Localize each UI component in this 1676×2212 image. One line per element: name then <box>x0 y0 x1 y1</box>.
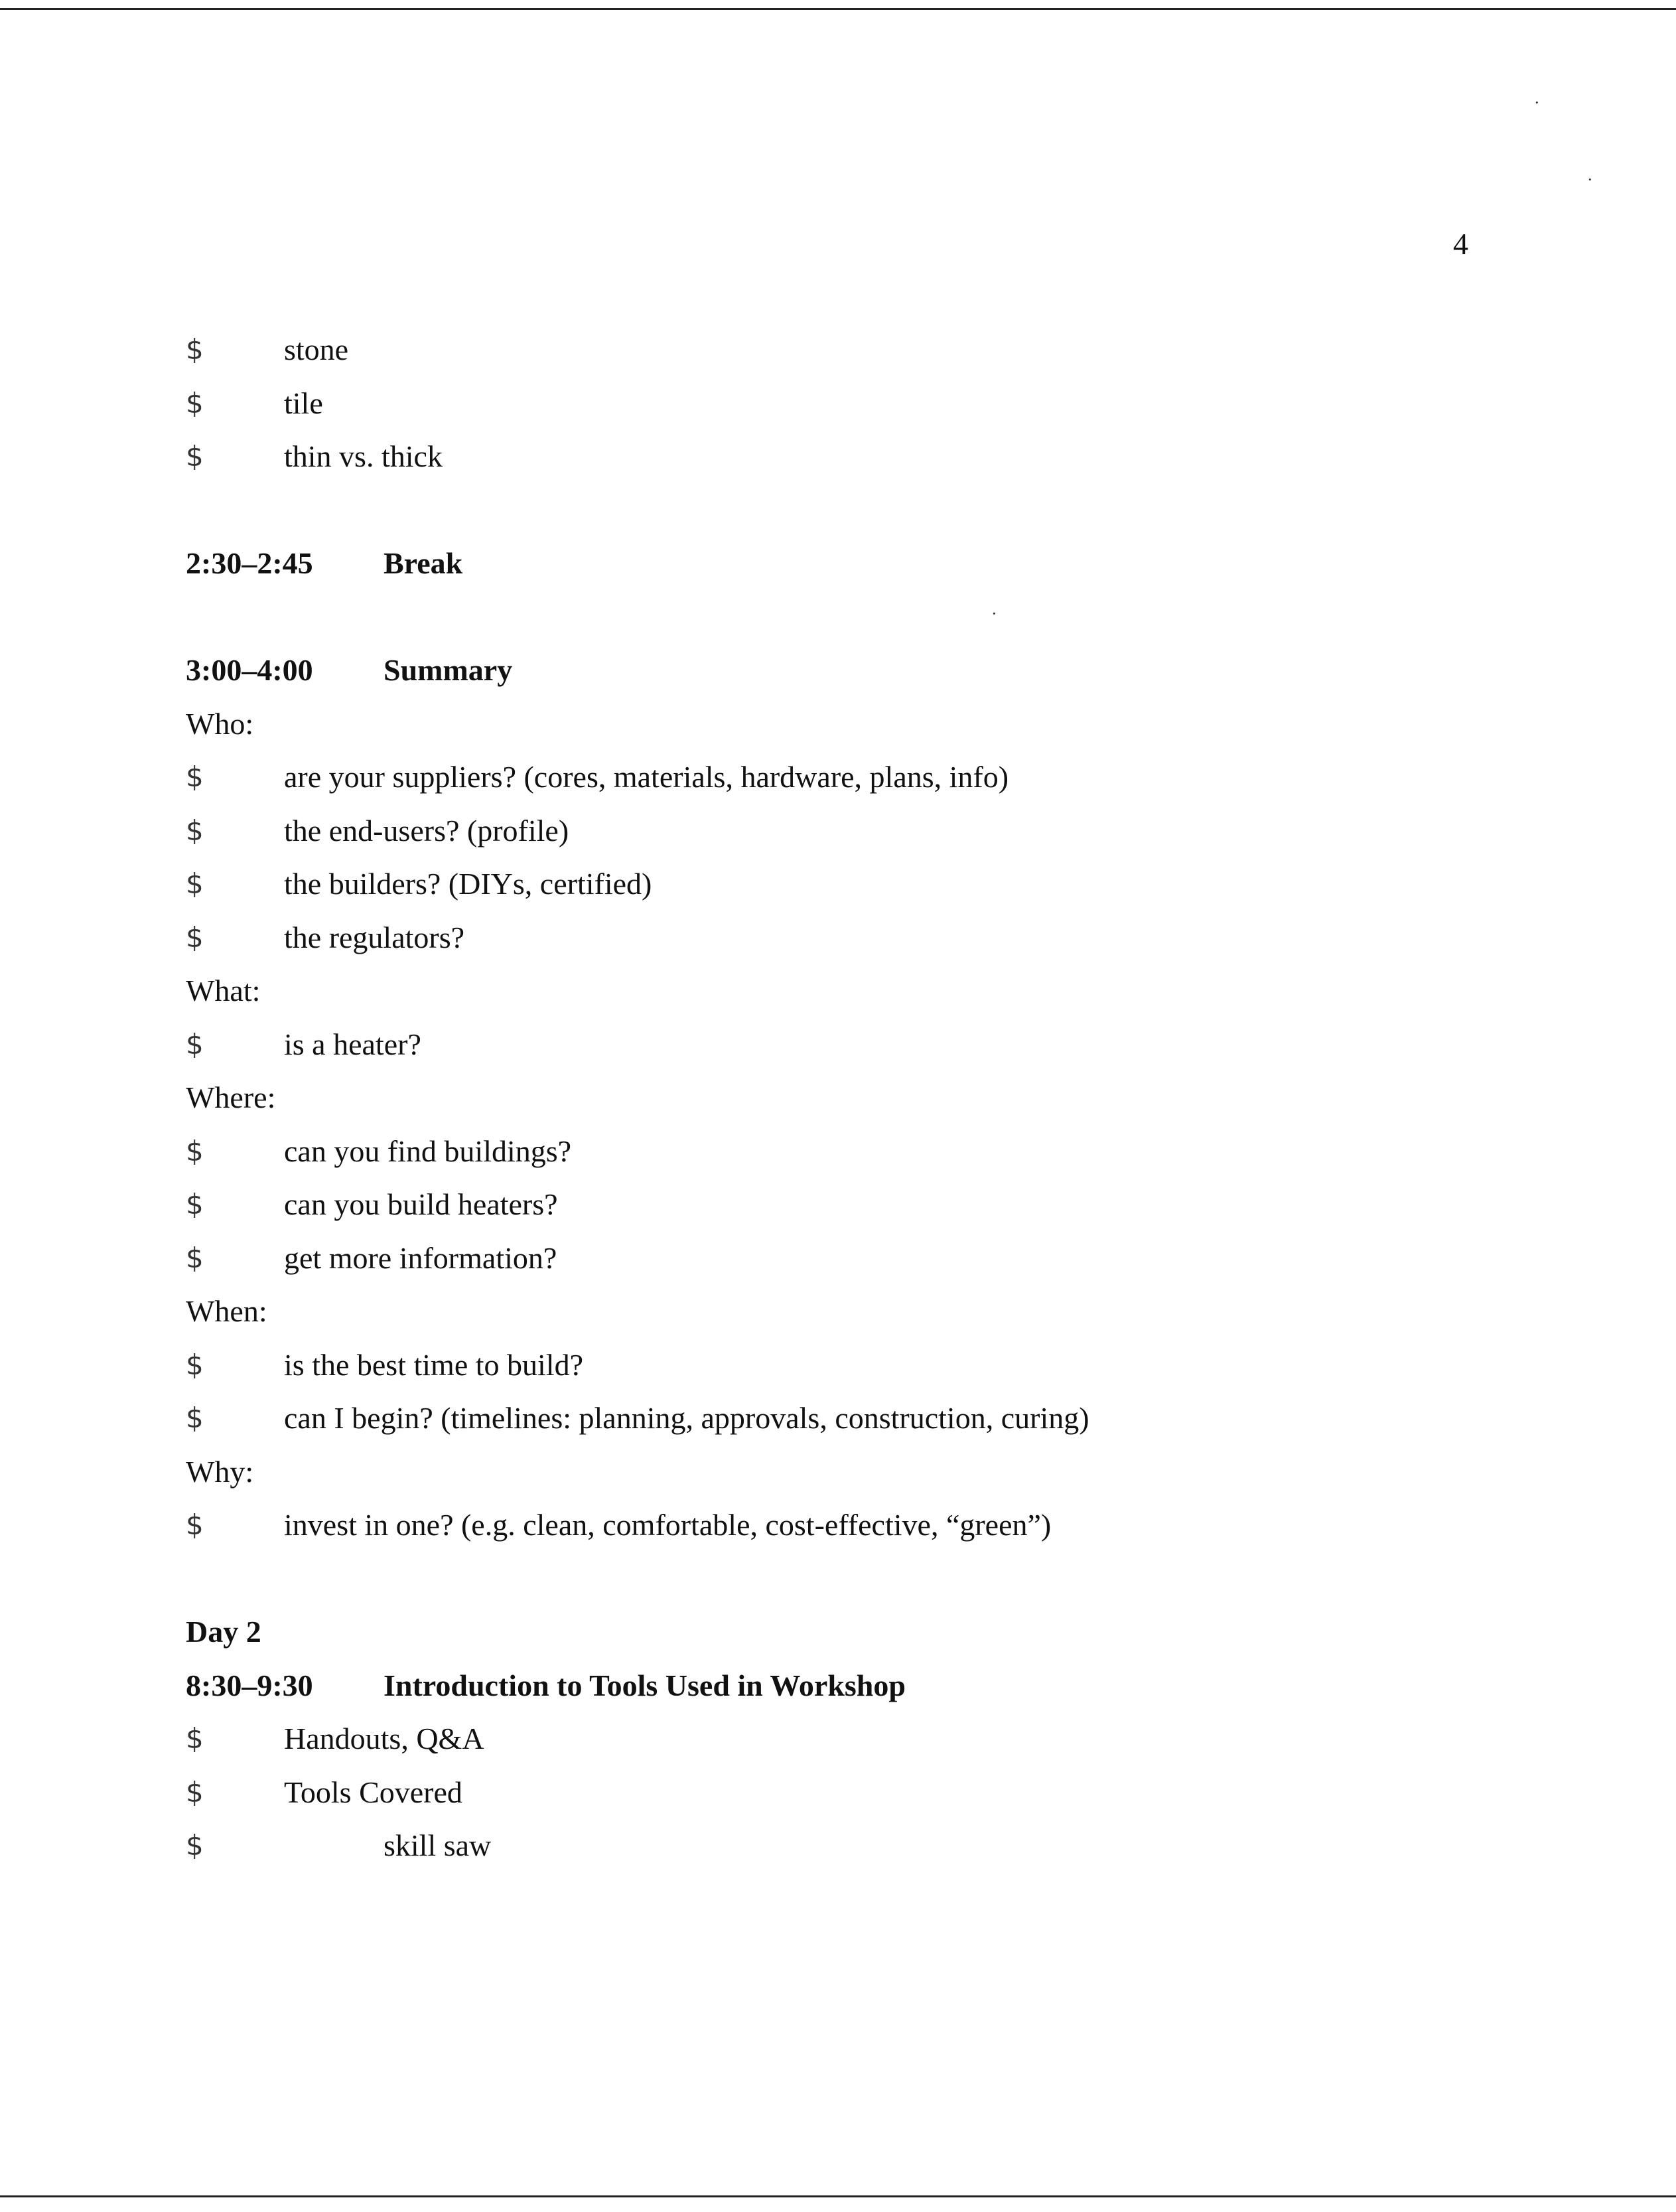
group-label-where <box>186 1071 1513 1125</box>
session-time: 2:30–2:45 <box>186 546 313 580</box>
list-item-text: are your suppliers? (cores, materials, hardware, plans, info) <box>284 760 1009 794</box>
group-label-what <box>186 964 1513 1018</box>
list-item-text: can you build heaters? <box>284 1187 558 1221</box>
bullet-icon: $ <box>186 1775 204 1808</box>
group-label-text: What: <box>186 974 261 1007</box>
bullet-icon: $ <box>186 1241 204 1274</box>
group-label-text: Where: <box>186 1080 276 1114</box>
day-heading <box>186 1605 1513 1659</box>
list-item <box>186 1766 1513 1820</box>
bullet-icon: $ <box>186 1722 204 1755</box>
bullet-icon: $ <box>186 761 204 793</box>
list-item-text: can you find buildings? <box>284 1134 572 1168</box>
list-item <box>186 1819 1513 1873</box>
bottom-rule <box>0 2195 1676 2197</box>
scan-speck: · <box>1534 93 1540 112</box>
list-item <box>186 751 1513 804</box>
bullet-icon: $ <box>186 814 204 847</box>
session-time: 8:30–9:30 <box>186 1668 313 1702</box>
list-item <box>186 430 1513 484</box>
list-item-text: get more information? <box>284 1240 557 1275</box>
session-time: 3:00–4:00 <box>186 653 313 687</box>
list-item-text: tile <box>284 386 323 420</box>
list-item-text: Tools Covered <box>284 1775 462 1809</box>
bullet-icon: $ <box>186 921 204 954</box>
scan-speck: · <box>1587 170 1593 189</box>
bullet-icon: $ <box>186 333 204 366</box>
list-item <box>186 1178 1513 1232</box>
session-title: Break <box>384 546 463 580</box>
session-heading-tools <box>186 1659 1513 1713</box>
list-item <box>186 1712 1513 1766</box>
spacer <box>186 484 1513 538</box>
day-label: Day 2 <box>186 1615 261 1649</box>
bullet-icon: $ <box>186 440 204 473</box>
list-item-text: Handouts, Q&A <box>284 1722 484 1755</box>
session-title: Summary <box>384 653 513 687</box>
bullet-icon: $ <box>186 1134 204 1167</box>
list-item-text: is a heater? <box>284 1027 421 1061</box>
group-label-when <box>186 1285 1513 1339</box>
list-item-text: the end-users? (profile) <box>284 813 569 848</box>
list-item <box>186 1499 1513 1552</box>
bullet-icon: $ <box>186 867 204 900</box>
list-item <box>186 1339 1513 1392</box>
bullet-icon: $ <box>186 386 204 419</box>
list-item-text: thin vs. thick <box>284 439 443 473</box>
list-item-text: the regulators? <box>284 920 465 954</box>
group-label-who <box>186 698 1513 751</box>
list-item <box>186 377 1513 431</box>
list-item-text: is the best time to build? <box>284 1347 583 1382</box>
page-number: 4 <box>1453 227 1468 261</box>
bullet-icon: $ <box>186 1348 204 1381</box>
top-rule <box>0 8 1676 10</box>
group-label-text: Why: <box>186 1454 254 1489</box>
list-item-text: skill saw <box>384 1828 492 1862</box>
bullet-icon: $ <box>186 1509 204 1541</box>
group-label-text: When: <box>186 1294 267 1328</box>
list-item <box>186 804 1513 858</box>
spacer <box>186 1552 1513 1606</box>
scan-speck: · <box>991 604 997 623</box>
list-item <box>186 911 1513 965</box>
agenda-content <box>186 323 1513 1873</box>
list-item-text: invest in one? (e.g. clean, comfortable, cost-effective, “green”) <box>284 1508 1052 1542</box>
list-item <box>186 1232 1513 1286</box>
list-item <box>186 1392 1513 1445</box>
session-heading-summary <box>186 644 1513 698</box>
bullet-icon: $ <box>186 1402 204 1434</box>
session-title: Introduction to Tools Used in Workshop <box>384 1668 906 1702</box>
bullet-icon: $ <box>186 1188 204 1220</box>
spacer <box>186 591 1513 644</box>
list-item-text: the builders? (DIYs, certified) <box>284 867 652 901</box>
group-label-text: Who: <box>186 706 254 741</box>
session-heading-break <box>186 537 1513 591</box>
bullet-icon: $ <box>186 1829 204 1862</box>
bullet-icon: $ <box>186 1027 204 1061</box>
list-item-text: can I begin? (timelines: planning, approvals, construction, curing) <box>284 1401 1089 1435</box>
list-item <box>186 857 1513 911</box>
list-item <box>186 1018 1513 1072</box>
group-label-why <box>186 1445 1513 1499</box>
list-item <box>186 323 1513 377</box>
list-item-text: stone <box>284 332 349 366</box>
list-item <box>186 1125 1513 1179</box>
